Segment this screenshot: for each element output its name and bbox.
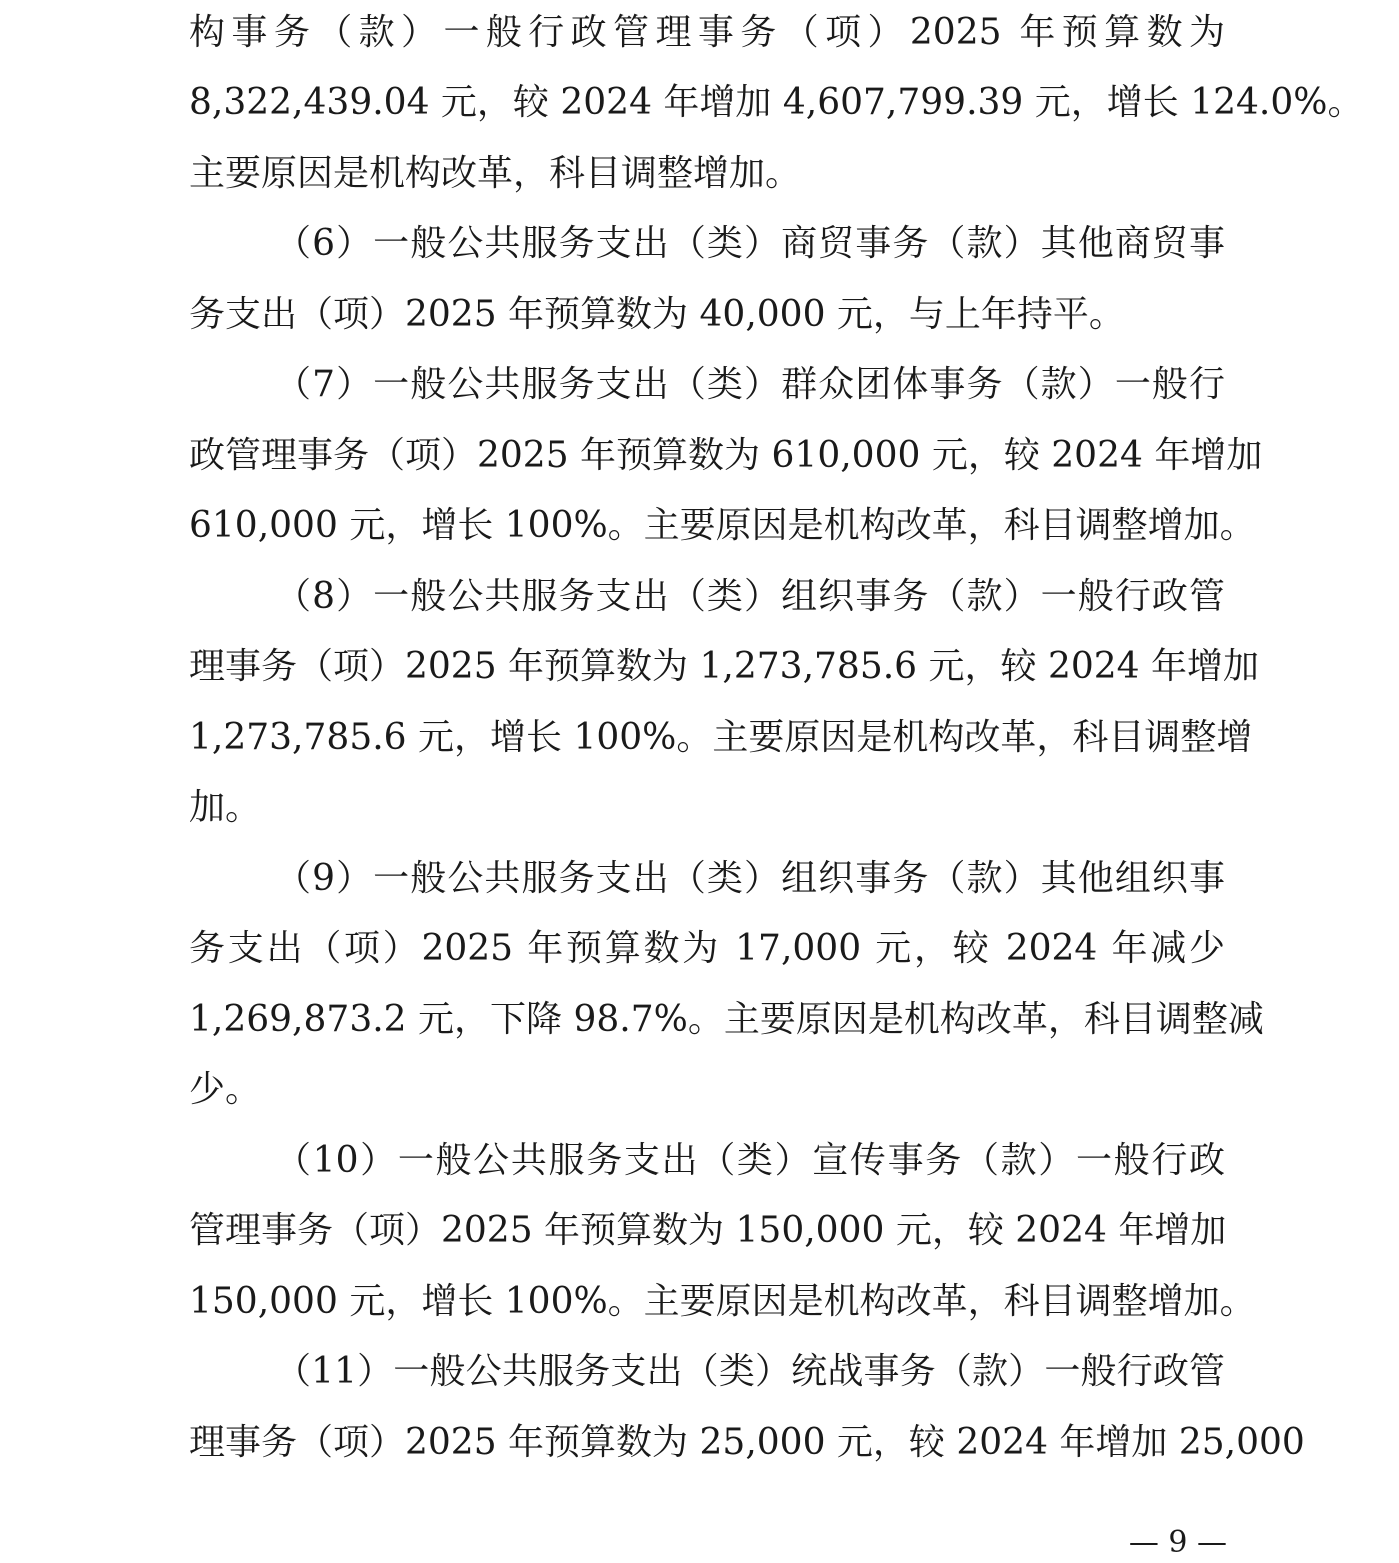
text-line: 少。 <box>189 1069 262 1110</box>
text-line: 构事务（款）一般行政管理事务（项）2025 年预算数为 <box>189 12 1225 53</box>
text-line: 主要原因是机构改革，科目调整增加。 <box>189 153 802 194</box>
paragraph-start-6: （6）一般公共服务支出（类）商贸事务（款）其他商贸事 <box>275 223 1225 264</box>
text-line: 政管理事务（项）2025 年预算数为 610,000 元，较 2024 年增加 <box>189 435 1263 476</box>
page-number: — 9 — <box>1128 1525 1227 1560</box>
text-line: 610,000 元，增长 100%。主要原因是机构改革，科目调整增加。 <box>189 505 1256 546</box>
paragraph-start-11: （11）一般公共服务支出（类）统战事务（款）一般行政管 <box>275 1351 1225 1392</box>
text-line: 8,322,439.04 元，较 2024 年增加 4,607,799.39 元，增长 124.0%。 <box>189 82 1364 123</box>
text-line: 1,269,873.2 元，下降 98.7%。主要原因是机构改革，科目调整减 <box>189 999 1264 1040</box>
paragraph-start-10: （10）一般公共服务支出（类）宣传事务（款）一般行政 <box>275 1140 1225 1181</box>
text-line: 150,000 元，增长 100%。主要原因是机构改革，科目调整增加。 <box>189 1281 1256 1322</box>
text-line: 务支出（项）2025 年预算数为 40,000 元，与上年持平。 <box>189 294 1125 335</box>
text-line: 1,273,785.6 元，增长 100%。主要原因是机构改革，科目调整增 <box>189 717 1253 758</box>
paragraph-start-8: （8）一般公共服务支出（类）组织事务（款）一般行政管 <box>275 576 1225 617</box>
text-line: 理事务（项）2025 年预算数为 25,000 元，较 2024 年增加 25,000 <box>189 1422 1305 1463</box>
text-line: 加。 <box>189 787 262 828</box>
text-line: 务支出（项）2025 年预算数为 17,000 元，较 2024 年减少 <box>189 928 1225 969</box>
paragraph-start-9: （9）一般公共服务支出（类）组织事务（款）其他组织事 <box>275 858 1225 899</box>
text-line: 管理事务（项）2025 年预算数为 150,000 元，较 2024 年增加 <box>189 1210 1227 1251</box>
document-page <box>189 0 1364 1554</box>
paragraph-start-7: （7）一般公共服务支出（类）群众团体事务（款）一般行 <box>275 364 1225 405</box>
text-line: 理事务（项）2025 年预算数为 1,273,785.6 元，较 2024 年增加 <box>189 646 1260 687</box>
